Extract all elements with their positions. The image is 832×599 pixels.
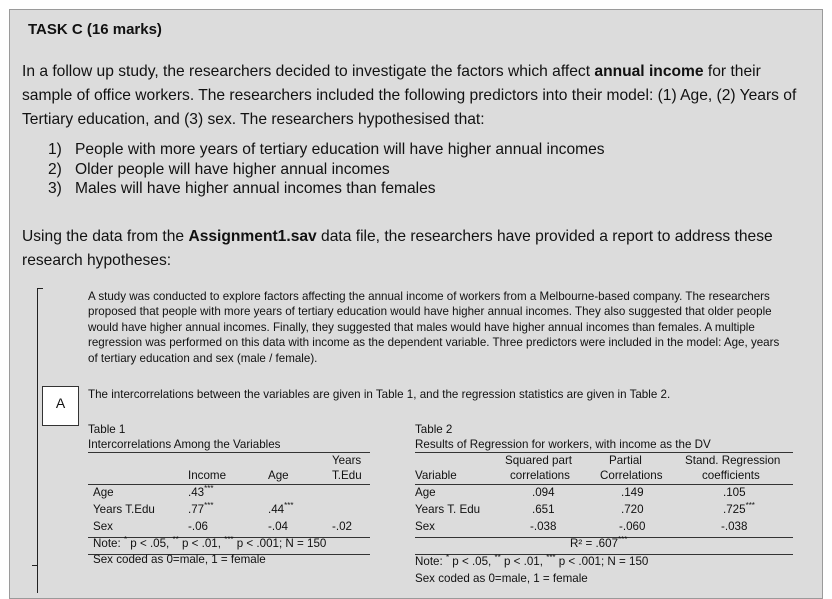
hypotheses-list (48, 140, 605, 199)
table-1-note: Note: * p < .05, ** p < .01, *** p < .001; N = 150 (93, 535, 327, 550)
table-2-r-squared: R² = .607*** (570, 535, 628, 550)
bracket-tick (32, 565, 38, 566)
table-1-header-age: Age (268, 469, 289, 482)
table-2-note: Note: * p < .05, ** p < .01, *** p < .001; N = 150 (415, 553, 649, 568)
table-1 (88, 422, 370, 567)
table-2-title: Results of Regression for workers, with income as the DV (415, 438, 711, 451)
table-2-coding-note: Sex coded as 0=male, 1 = female (415, 572, 588, 585)
table-row: Years T. Edu .651 .720 .725*** (415, 501, 755, 516)
table-row: Years T.Edu .77*** .44*** (93, 501, 294, 516)
table-row: Age .094 .149 .105 (415, 486, 746, 499)
list-item: 1) People with more years of tertiary education will have higher annual incomes (48, 141, 605, 158)
table-row: Age .43*** (93, 484, 214, 499)
marker-box-a: A (42, 386, 79, 426)
report-bracket (37, 288, 43, 593)
report-paragraph: A study was conducted to explore factors affecting the annual income of workers from a Melbourne-based company. The researchers proposed that people with more years of tertiary education would have higher annual incomes. They also suggested that older people would have higher annual incomes. Finally, they suggested that males would have higher annual incomes than females. A multiple regression was performed on this data with income as the dependent variable. Three predictors were included in the model: Age, years of tertiary education and sex (male / female). (88, 290, 780, 365)
list-item: 2) Older people will have higher annual incomes (48, 160, 390, 178)
table-1-title: Intercorrelations Among the Variables (88, 438, 281, 451)
intro-paragraph: In a follow up study, the researchers decided to investigate the factors which affect annual income for their sample of office workers. The researchers included the following predictors into their model: (1) Age, (2) Years of Tertiary education, and (3) sex. The researchers hypothesised that: (22, 63, 797, 128)
table-2-label: Table 2 (415, 423, 453, 436)
table-1-header-tedu: T.Edu (332, 469, 362, 482)
using-paragraph: Using the data from the Assignment1.sav data file, the researchers have provided a report to address these research hypotheses: (22, 228, 773, 269)
table-1-coding-note: Sex coded as 0=male, 1 = female (93, 553, 266, 566)
table-2: Table 2 Results of Regression for workers, with income as the DV Squared part Partial Stand. Regression Variable correlations Correlations coefficients Age .094 .149 .105 Years T. Edu .651 .720 .725*** Sex -.038 -.060 -.038 R² = .607*** Note: * p < .05, ** p < .01, *** p < .001; N = 150 Sex coded as 0=male, 1 = female (415, 422, 793, 586)
table-row: Sex -.038 -.060 -.038 (415, 520, 748, 533)
table-1-header-years: Years (332, 454, 362, 467)
table-1-label: Table 1 (88, 423, 126, 436)
report-tables-intro: The intercorrelations between the variables are given in Table 1, and the regression statistics are given in Table 2. (88, 388, 671, 401)
list-item: 3) Males will have higher annual incomes than females (48, 180, 436, 197)
table-1-header-income: Income (188, 469, 227, 482)
table-row: Sex -.06 -.04 -.02 (93, 520, 352, 533)
task-title: TASK C (16 marks) (28, 21, 162, 38)
